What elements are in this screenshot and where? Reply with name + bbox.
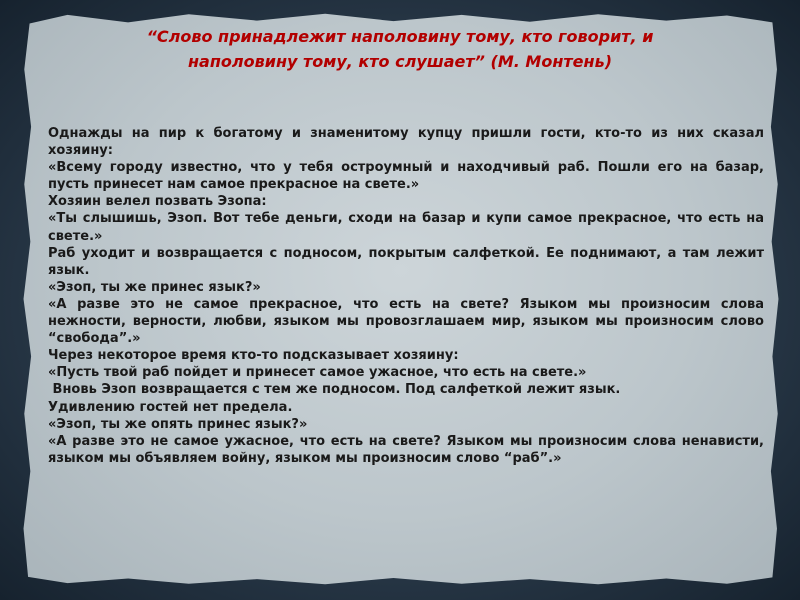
paragraph-10: Вновь Эзоп возвращается с тем же подносом. Под салфеткой лежит язык. — [48, 382, 621, 398]
epigraph-title — [0, 24, 800, 74]
paragraph-2: «Всему городу известно, что у тебя остроумный и находчивый раб. Пошли его на базар, пусть принесет нам самое прекрасное на свете.» — [48, 160, 764, 193]
paragraph-13: «А разве это не самое ужасное, что есть на свете? Языком мы произносим слова ненависти, языком мы объявляем войну, языком мы произносим слово “раб”.» — [48, 433, 764, 466]
paragraph-7: «А разве это не самое прекрасное, что есть на свете? Языком мы произносим слова нежности, верности, любви, языком мы провозглашаем мир, языком мы произносим слово “свобода”.» — [48, 296, 764, 347]
paragraph-6: «Эзоп, ты же принес язык?» — [48, 279, 261, 295]
paragraph-3: Хозяин велел позвать Эзопа: — [48, 194, 267, 210]
story-text — [48, 125, 764, 467]
paragraph-5: Раб уходит и возвращается с подносом, покрытым салфеткой. Ее поднимают, а там лежит язык. — [48, 245, 764, 278]
epigraph-title-line-2: наполовину тому, кто слушает” (М. Монтень) — [188, 52, 612, 71]
paragraph-11: Удивлению гостей нет предела. — [48, 399, 293, 415]
paragraph-8: Через некоторое время кто-то подсказывает хозяину: — [48, 348, 459, 364]
paragraph-4: «Ты слышишь, Эзоп. Вот тебе деньги, сходи на базар и купи самое прекрасное, что есть на свете.» — [48, 211, 764, 244]
paragraph-1: Однажды на пир к богатому и знаменитому купцу пришли гости, кто-то из них сказал хозяину: — [48, 126, 764, 159]
epigraph-title-line-1: “Слово принадлежит наполовину тому, кто говорит, и — [146, 27, 654, 46]
paragraph-12: «Эзоп, ты же опять принес язык?» — [48, 416, 308, 432]
paragraph-9: «Пусть твой раб пойдет и принесет самое ужасное, что есть на свете.» — [48, 365, 587, 381]
